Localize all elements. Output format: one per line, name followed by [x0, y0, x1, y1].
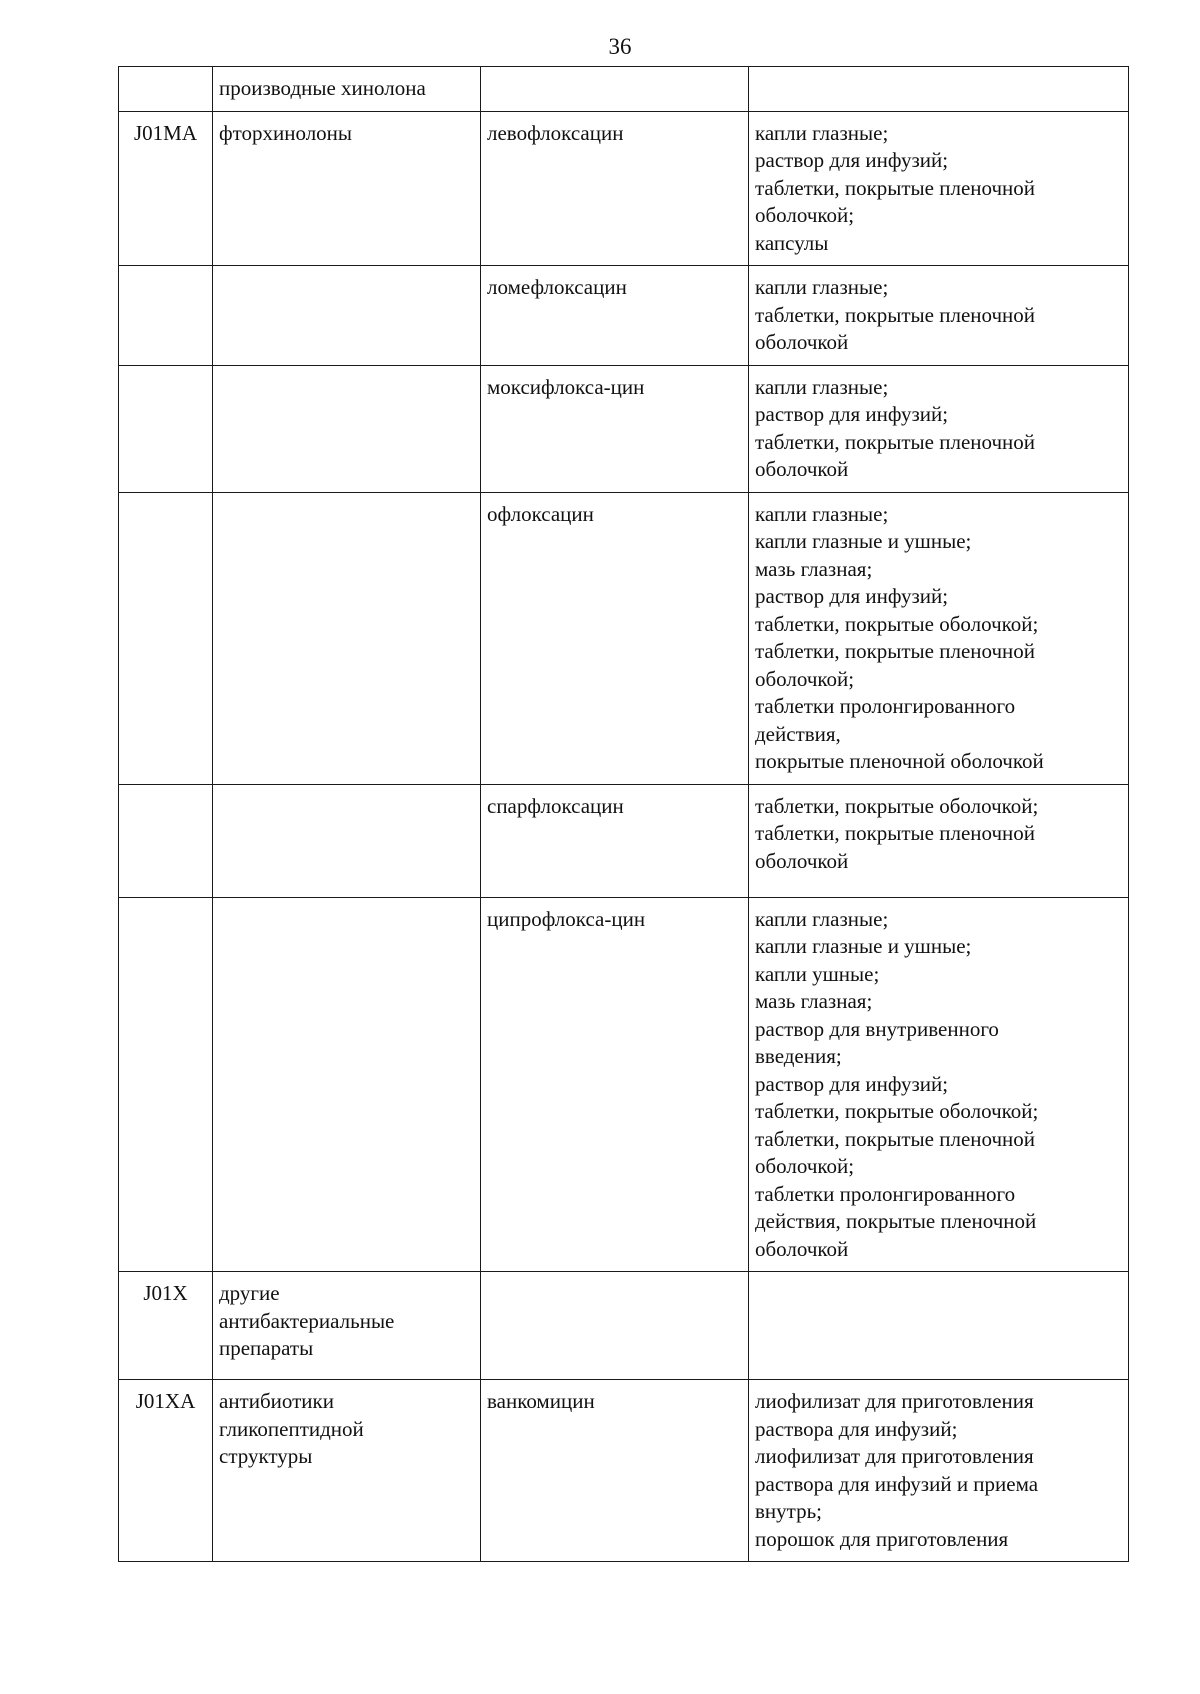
- dosage-form-line: таблетки, покрытые оболочкой;: [755, 1099, 1039, 1123]
- table-row: [119, 111, 1129, 266]
- drug-name-cell: ванкомицин: [481, 1380, 749, 1562]
- atc-code-cell: [119, 492, 213, 784]
- dosage-form-line: капли глазные;: [755, 906, 889, 931]
- dosage-form-line: таблетки пролонгированного: [755, 694, 1016, 718]
- table-row: [119, 897, 1129, 1272]
- dosage-form-line: действия, покрытые пленочной: [755, 1209, 1037, 1233]
- dosage-form-line: таблетки, покрытые пленочной: [755, 302, 1036, 327]
- dosage-form-cell: [749, 266, 1129, 366]
- table-row: [119, 1272, 1129, 1380]
- table-row: [119, 492, 1129, 784]
- dosage-form-line: раствора для инфузий и приема: [755, 1471, 1039, 1496]
- dosage-form-line: раствор для инфузий;: [755, 584, 949, 608]
- group-line: производные хинолона: [219, 76, 426, 100]
- dosage-form-line: капли глазные;: [755, 120, 889, 145]
- dosage-form-cell: [749, 67, 1129, 112]
- table-row: [119, 784, 1129, 897]
- dosage-form-line: таблетки, покрытые пленочной: [755, 1126, 1036, 1151]
- dosage-form-cell: [749, 1272, 1129, 1380]
- dosage-form-line: капли ушные;: [755, 961, 880, 986]
- table-row: [119, 266, 1129, 366]
- drug-table: [118, 66, 1129, 1562]
- dosage-form-line: капли глазные;: [755, 501, 889, 526]
- dosage-form-line: действия,: [755, 721, 841, 746]
- dosage-form-line: таблетки, покрытые оболочкой;: [755, 793, 1039, 818]
- drug-name-cell: [481, 1272, 749, 1380]
- atc-code-cell: [119, 67, 213, 112]
- group-line: другие: [219, 1281, 280, 1305]
- table-body: [119, 67, 1129, 1562]
- pharmacological-group-cell: [213, 784, 481, 897]
- atc-code-cell: [119, 266, 213, 366]
- group-line: фторхинолоны: [219, 120, 353, 145]
- dosage-form-line: раствора для инфузий;: [755, 1416, 958, 1441]
- table-row: [119, 365, 1129, 492]
- dosage-form-line: мазь глазная;: [755, 556, 873, 581]
- dosage-form-line: оболочкой;: [755, 203, 855, 227]
- dosage-form-line: раствор для инфузий;: [755, 1071, 949, 1096]
- drug-name-cell: моксифлокса-цин: [481, 365, 749, 492]
- dosage-form-line: капли глазные и ушные;: [755, 934, 972, 958]
- group-line: антибактериальные: [219, 1308, 395, 1333]
- atc-code-cell: [119, 784, 213, 897]
- atc-code-cell: J01MA: [119, 111, 213, 266]
- drug-name-cell: [481, 67, 749, 112]
- pharmacological-group-cell: [213, 365, 481, 492]
- dosage-form-line: таблетки, покрытые пленочной: [755, 639, 1036, 663]
- table-row: [119, 67, 1129, 112]
- dosage-form-line: таблетки, покрытые оболочкой;: [755, 611, 1039, 636]
- atc-code-cell: J01X: [119, 1272, 213, 1380]
- drug-name-cell: ломефлоксацин: [481, 266, 749, 366]
- group-line: гликопептидной: [219, 1416, 364, 1441]
- dosage-form-line: оболочкой: [755, 330, 849, 354]
- group-line: структуры: [219, 1444, 313, 1468]
- dosage-form-line: введения;: [755, 1044, 842, 1068]
- atc-code-cell: [119, 365, 213, 492]
- dosage-form-line: оболочкой: [755, 457, 849, 481]
- drug-name-cell: ципрофлокса-цин: [481, 897, 749, 1272]
- dosage-form-cell: [749, 111, 1129, 266]
- drug-name-cell: офлоксацин: [481, 492, 749, 784]
- dosage-form-line: покрытые пленочной оболочкой: [755, 749, 1044, 773]
- pharmacological-group-cell: [213, 1380, 481, 1562]
- dosage-form-cell: [749, 492, 1129, 784]
- dosage-form-cell: [749, 897, 1129, 1272]
- group-line: антибиотики: [219, 1389, 334, 1413]
- dosage-form-line: оболочкой;: [755, 1154, 855, 1178]
- dosage-form-line: раствор для инфузий;: [755, 402, 949, 426]
- page-number: 36: [608, 34, 632, 59]
- dosage-form-line: капсулы: [755, 230, 829, 255]
- dosage-form-line: оболочкой;: [755, 666, 855, 691]
- dosage-form-line: мазь глазная;: [755, 989, 873, 1013]
- dosage-form-line: оболочкой: [755, 848, 849, 873]
- group-line: препараты: [219, 1336, 314, 1360]
- dosage-form-line: порошок для приготовления: [755, 1526, 1009, 1551]
- dosage-form-line: оболочкой: [755, 1236, 849, 1261]
- dosage-form-line: капли глазные;: [755, 275, 889, 299]
- pharmacological-group-cell: [213, 1272, 481, 1380]
- pharmacological-group-cell: [213, 67, 481, 112]
- dosage-form-cell: [749, 365, 1129, 492]
- dosage-form-cell: [749, 784, 1129, 897]
- pharmacological-group-cell: [213, 111, 481, 266]
- dosage-form-line: таблетки, покрытые пленочной: [755, 175, 1036, 200]
- dosage-form-line: таблетки, покрытые пленочной: [755, 821, 1036, 845]
- pharmacological-group-cell: [213, 266, 481, 366]
- atc-code-cell: [119, 897, 213, 1272]
- atc-code-cell: J01XA: [119, 1380, 213, 1562]
- dosage-form-line: внутрь;: [755, 1499, 822, 1523]
- drug-name-cell: спарфлоксацин: [481, 784, 749, 897]
- pharmacological-group-cell: [213, 492, 481, 784]
- dosage-form-line: раствор для инфузий;: [755, 148, 949, 172]
- dosage-form-line: таблетки пролонгированного: [755, 1181, 1016, 1206]
- dosage-form-line: капли глазные;: [755, 374, 889, 399]
- dosage-form-cell: [749, 1380, 1129, 1562]
- drug-name-cell: левофлоксацин: [481, 111, 749, 266]
- table-row: [119, 1380, 1129, 1562]
- dosage-form-line: лиофилизат для приготовления: [755, 1444, 1034, 1468]
- pharmacological-group-cell: [213, 897, 481, 1272]
- dosage-form-line: таблетки, покрытые пленочной: [755, 429, 1036, 454]
- dosage-form-line: капли глазные и ушные;: [755, 529, 972, 553]
- dosage-form-line: лиофилизат для приготовления: [755, 1389, 1034, 1413]
- dosage-form-line: раствор для внутривенного: [755, 1016, 999, 1041]
